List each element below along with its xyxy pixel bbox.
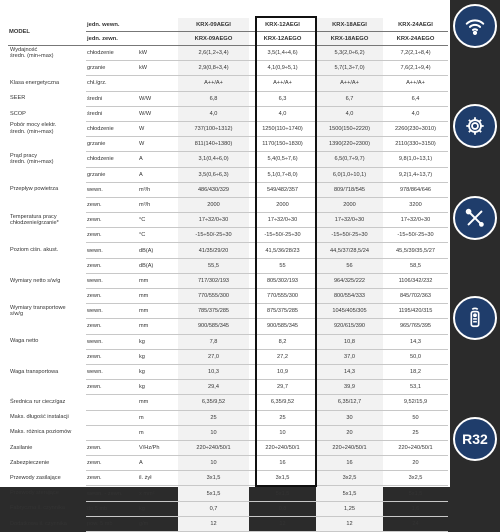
row-label: Przepływ powietrza — [10, 186, 59, 193]
row-unit: m³/h — [138, 197, 178, 212]
remote-button[interactable] — [453, 296, 497, 340]
row-value: 6,5(0,7÷9,7) — [316, 152, 383, 167]
row-value: 50,0 — [383, 349, 448, 364]
row-label — [8, 319, 86, 334]
row-value: 809/718/545 — [316, 182, 383, 197]
row-sublabel: wewn. — [86, 364, 138, 379]
spec-table — [8, 18, 448, 532]
settings-button[interactable] — [453, 104, 497, 148]
tools-button[interactable] — [453, 196, 497, 240]
spec-row — [8, 197, 448, 212]
spec-row — [8, 486, 448, 501]
row-value: 9,52/15,9 — [383, 395, 448, 410]
row-value: 27,2 — [249, 349, 316, 364]
row-unit: kg — [138, 334, 178, 349]
row-sublabel — [86, 425, 138, 440]
row-value: 24 — [383, 516, 448, 531]
row-unit: V/Hz/Ph — [138, 440, 178, 455]
row-value: 920/615/390 — [316, 319, 383, 334]
row-label: Przewody zasilające — [10, 475, 61, 482]
row-value: 6,3 — [249, 91, 316, 106]
indoor-model: KRX-09AEGI — [178, 18, 249, 32]
outdoor-model: KRX-12AEGO — [249, 32, 316, 46]
row-unit: kW — [138, 61, 178, 76]
spec-row — [8, 137, 448, 152]
spec-row — [8, 228, 448, 243]
row-unit: m — [138, 425, 178, 440]
row-value: -15÷50/-25÷30 — [249, 228, 316, 243]
wifi-button[interactable] — [453, 4, 497, 48]
row-sublabel: zewn. — [86, 197, 138, 212]
row-sublabel: do 5 mb — [86, 501, 138, 516]
spec-row — [8, 410, 448, 425]
spec-row — [8, 152, 448, 167]
gear-icon — [464, 115, 486, 137]
row-sublabel: zewn. — [86, 380, 138, 395]
row-sublabel: średni — [86, 106, 138, 121]
indoor-model: KRX-24AEGI — [383, 18, 448, 32]
row-unit: mm — [138, 273, 178, 288]
row-value: 2110(330÷3150) — [383, 137, 448, 152]
row-value: 7,6(2,1÷9,4) — [383, 61, 448, 76]
spec-row — [8, 440, 448, 455]
row-label — [8, 380, 86, 395]
row-value: 30 — [316, 410, 383, 425]
row-sublabel: chłodzenie — [86, 121, 138, 136]
row-value: 10 — [178, 456, 249, 471]
row-value: 6,35/9,52 — [249, 395, 316, 410]
row-sublabel: wewn. — [86, 273, 138, 288]
row-value: 770/555/300 — [178, 289, 249, 304]
row-value: A++/A+ — [316, 76, 383, 91]
row-sublabel: zewn. — [86, 228, 138, 243]
spec-row — [8, 380, 448, 395]
row-value: 1500(150÷2220) — [316, 121, 383, 136]
outdoor-unit-label: jedn. zewn. — [86, 32, 178, 46]
row-value: 7,8 — [178, 334, 249, 349]
row-value: 45,5/39/35,5/27 — [383, 243, 448, 258]
row-unit: A — [138, 456, 178, 471]
spec-row — [8, 304, 448, 319]
row-sublabel: zewn. — [86, 213, 138, 228]
row-value: 3200 — [383, 197, 448, 212]
row-value: 4,0 — [383, 106, 448, 121]
row-value: 1106/342/232 — [383, 273, 448, 288]
spec-row — [8, 213, 448, 228]
row-value: 770/555/300 — [249, 289, 316, 304]
row-value: 5,7(1,3÷7,0) — [316, 61, 383, 76]
row-unit: kg — [138, 380, 178, 395]
row-value: 55 — [249, 258, 316, 273]
header-row-indoor — [8, 18, 448, 32]
row-unit: kW — [138, 46, 178, 61]
row-value: 875/375/285 — [249, 304, 316, 319]
indoor-model: KRX-18AEGI — [316, 18, 383, 32]
row-value: 3x2,5 — [316, 471, 383, 486]
row-value: 3,1(0,4÷6,0) — [178, 152, 249, 167]
row-value: 5x1,5 — [249, 486, 316, 501]
row-value: 1170(150÷1830) — [249, 137, 316, 152]
row-label: Maks. różnica poziomów — [10, 429, 72, 436]
row-label — [8, 137, 86, 152]
row-sublabel: wewn. - zewn. — [86, 486, 138, 501]
row-value: 220÷240/50/1 — [383, 440, 448, 455]
row-value: 5,1(0,7÷8,0) — [249, 167, 316, 182]
row-label: Klasa energetyczna — [10, 80, 60, 87]
row-value: 17÷32/0÷30 — [316, 213, 383, 228]
row-value: 7,2(2,1÷8,4) — [383, 46, 448, 61]
model-label: MODEL — [8, 18, 86, 46]
row-value: 9,2(1,4÷13,7) — [383, 167, 448, 182]
spec-row — [8, 243, 448, 258]
row-unit: kg — [138, 349, 178, 364]
row-sublabel: pow. 5 mb — [86, 516, 138, 531]
row-label: SCOP — [10, 110, 26, 117]
row-unit: mm — [138, 395, 178, 410]
row-label: Dodatkowa il. czynnika — [10, 520, 67, 527]
row-value: 3,5(1,4÷4,6) — [249, 46, 316, 61]
row-value: 5x1,5 — [178, 486, 249, 501]
row-sublabel: zewn. — [86, 258, 138, 273]
spec-row — [8, 106, 448, 121]
row-label — [8, 197, 86, 212]
row-value: 0,8 — [249, 501, 316, 516]
row-value: 6,0(1,0÷10,1) — [316, 167, 383, 182]
spec-row — [8, 273, 448, 288]
row-label: Pobór mocy elektr. średn. (min÷max) — [10, 122, 57, 136]
row-value: 3,5(0,6÷6,3) — [178, 167, 249, 182]
row-label: Przewody sterujące — [10, 490, 59, 497]
spec-row — [8, 91, 448, 106]
indoor-model: KRX-12AEGI — [249, 18, 316, 32]
row-value: -15÷50/-25÷30 — [316, 228, 383, 243]
row-value: 964/325/222 — [316, 273, 383, 288]
row-value: 10 — [249, 425, 316, 440]
spec-row — [8, 121, 448, 136]
row-value: 58,5 — [383, 258, 448, 273]
row-unit: dB(A) — [138, 258, 178, 273]
row-value: 486/430/329 — [178, 182, 249, 197]
row-value: 16 — [316, 456, 383, 471]
spec-row — [8, 182, 448, 197]
row-value: 41/35/29/20 — [178, 243, 249, 258]
spec-row — [8, 364, 448, 379]
row-label — [8, 228, 86, 243]
row-unit: °C — [138, 228, 178, 243]
spec-row — [8, 289, 448, 304]
row-unit: A — [138, 152, 178, 167]
row-value: 900/585/345 — [178, 319, 249, 334]
row-label: Fabryczna il. czynnika — [10, 505, 66, 512]
row-unit: W/W — [138, 91, 178, 106]
row-value: 41,5/36/28/23 — [249, 243, 316, 258]
row-label: Temperatura pracy chłodzenie/grzanie* — [10, 213, 59, 227]
row-unit: g/m — [138, 516, 178, 531]
row-value: 25 — [178, 410, 249, 425]
spec-row — [8, 425, 448, 440]
spec-row — [8, 319, 448, 334]
row-value: 1390(220÷2300) — [316, 137, 383, 152]
row-value: 10 — [178, 425, 249, 440]
row-value: 717/302/193 — [178, 273, 249, 288]
row-value: 1045/405/305 — [316, 304, 383, 319]
row-value: 17÷32/0÷30 — [178, 213, 249, 228]
spec-row — [8, 167, 448, 182]
row-unit: mm — [138, 319, 178, 334]
row-value: 965/765/395 — [383, 319, 448, 334]
row-unit: m³/h — [138, 182, 178, 197]
row-unit: il. żył — [138, 471, 178, 486]
row-value: 8,2 — [249, 334, 316, 349]
row-value: 14,3 — [316, 364, 383, 379]
row-unit: kg — [138, 364, 178, 379]
row-value: 737(100÷1312) — [178, 121, 249, 136]
row-label: Wymiary netto s/w/g — [10, 277, 61, 284]
row-value: 2260(230÷3010) — [383, 121, 448, 136]
r32-label: R32 — [462, 431, 488, 447]
row-label — [8, 258, 86, 273]
row-value: 1195/420/315 — [383, 304, 448, 319]
row-value: -15÷50/-25÷30 — [383, 228, 448, 243]
row-label: Waga transportowa — [10, 368, 59, 375]
spec-table-body — [8, 18, 448, 532]
row-value: 1,25 — [316, 501, 383, 516]
row-value: 18,2 — [383, 364, 448, 379]
row-value: 37,0 — [316, 349, 383, 364]
row-value: A++/A+ — [383, 76, 448, 91]
spec-row — [8, 471, 448, 486]
row-sublabel: grzanie — [86, 61, 138, 76]
spec-row — [8, 61, 448, 76]
r32-badge[interactable] — [453, 417, 497, 461]
row-value: 0,7 — [178, 501, 249, 516]
row-value: 845/702/363 — [383, 289, 448, 304]
row-value: 20 — [383, 456, 448, 471]
spec-row — [8, 501, 448, 516]
row-label — [8, 61, 86, 76]
row-value: 10,9 — [249, 364, 316, 379]
row-sublabel — [86, 410, 138, 425]
row-value: 2,9(0,8÷3,4) — [178, 61, 249, 76]
outdoor-model: KRX-18AEGO — [316, 32, 383, 46]
outdoor-model: KRX-09AEGO — [178, 32, 249, 46]
row-value: 5x1,5 — [383, 486, 448, 501]
row-unit: mm — [138, 304, 178, 319]
row-sublabel: chłodzenie — [86, 46, 138, 61]
spec-row — [8, 334, 448, 349]
row-value: 785/375/285 — [178, 304, 249, 319]
spec-row — [8, 46, 448, 61]
remote-icon — [464, 307, 486, 329]
row-value: 805/302/193 — [249, 273, 316, 288]
row-value: 12 — [249, 516, 316, 531]
row-value: 29,7 — [249, 380, 316, 395]
row-value: 2,6(1,2÷3,4) — [178, 46, 249, 61]
row-sublabel: zewn. — [86, 289, 138, 304]
row-value: 25 — [383, 425, 448, 440]
spec-row — [8, 516, 448, 531]
row-sublabel: zewn. — [86, 456, 138, 471]
row-value: 1250(110÷1740) — [249, 121, 316, 136]
row-sublabel: wewn. — [86, 182, 138, 197]
row-value: 220÷240/50/1 — [178, 440, 249, 455]
tools-icon — [464, 207, 486, 229]
row-label: Prąd pracy średn. (min÷max) — [10, 152, 54, 166]
row-value: 800/554/333 — [316, 289, 383, 304]
row-unit: W/W — [138, 106, 178, 121]
row-unit: m — [138, 410, 178, 425]
row-label: Zasilanie — [10, 444, 33, 451]
row-value: 50 — [383, 410, 448, 425]
row-value: 2000 — [178, 197, 249, 212]
row-value: 12 — [178, 516, 249, 531]
row-sublabel: zewn. — [86, 349, 138, 364]
row-value: 900/585/345 — [249, 319, 316, 334]
row-value: 14,3 — [383, 334, 448, 349]
row-value: 978/864/646 — [383, 182, 448, 197]
row-sublabel: grzanie — [86, 167, 138, 182]
row-value: 55,5 — [178, 258, 249, 273]
row-sublabel: zewn. — [86, 319, 138, 334]
spec-row — [8, 76, 448, 91]
spec-row — [8, 395, 448, 410]
row-label: Wydajność średn. (min÷max) — [10, 46, 54, 60]
row-sublabel: grzanie — [86, 137, 138, 152]
spec-row — [8, 349, 448, 364]
row-sublabel: średni — [86, 91, 138, 106]
row-sublabel: chłodzenie — [86, 152, 138, 167]
row-value: 4,1(0,9÷5,1) — [249, 61, 316, 76]
row-unit: x mm² — [138, 486, 178, 501]
row-value: 17÷32/0÷30 — [383, 213, 448, 228]
row-value: 4,0 — [249, 106, 316, 121]
row-value: 44,5/37/28,5/24 — [316, 243, 383, 258]
row-unit: kg — [138, 501, 178, 516]
row-value: 10,3 — [178, 364, 249, 379]
row-value: 27,0 — [178, 349, 249, 364]
wifi-icon — [464, 15, 486, 37]
row-label: Poziom ciśn. akust. — [10, 247, 59, 254]
row-unit: dB(A) — [138, 243, 178, 258]
row-value: 17÷32/0÷30 — [249, 213, 316, 228]
row-value: 2000 — [316, 197, 383, 212]
row-unit: °C — [138, 213, 178, 228]
row-sublabel — [86, 395, 138, 410]
row-value: 6,35/12,7 — [316, 395, 383, 410]
row-sublabel: wewn. — [86, 334, 138, 349]
row-value: 3x1,5 — [249, 471, 316, 486]
row-value: 29,4 — [178, 380, 249, 395]
row-value: 10,8 — [316, 334, 383, 349]
row-sublabel: zewn. — [86, 471, 138, 486]
outdoor-model: KRX-24AEGO — [383, 32, 448, 46]
row-unit: W — [138, 121, 178, 136]
row-value: 6,35/9,52 — [178, 395, 249, 410]
row-value: 5,3(2,0÷6,2) — [316, 46, 383, 61]
row-value: 220÷240/50/1 — [249, 440, 316, 455]
row-sublabel: wewn. — [86, 304, 138, 319]
row-label — [8, 349, 86, 364]
row-value: 3x1,5 — [178, 471, 249, 486]
row-label: Wymiary transportowe s/w/g — [10, 304, 66, 318]
row-label: Waga netto — [10, 338, 39, 345]
indoor-unit-label: jedn. wewn. — [86, 18, 178, 32]
row-value: 549/482/357 — [249, 182, 316, 197]
row-value: 6,4 — [383, 91, 448, 106]
row-label: SEER — [10, 95, 26, 102]
row-value: 4,0 — [178, 106, 249, 121]
row-value: 5,4(0,5÷7,6) — [249, 152, 316, 167]
row-unit — [138, 76, 178, 91]
row-value: 220÷240/50/1 — [316, 440, 383, 455]
row-label: Maks. długość instalacji — [10, 414, 69, 421]
row-sublabel: chł./grz. — [86, 76, 138, 91]
row-label: Średnica rur ciecz/gaz — [10, 399, 66, 406]
row-value: 4,0 — [316, 106, 383, 121]
row-value: A++/A+ — [249, 76, 316, 91]
row-value: 39,9 — [316, 380, 383, 395]
row-value: 16 — [249, 456, 316, 471]
row-value: 12 — [316, 516, 383, 531]
row-value: 3x2,5 — [383, 471, 448, 486]
row-label: Zabezpieczenie — [10, 459, 50, 466]
row-value: 1,6 — [383, 501, 448, 516]
row-unit: A — [138, 167, 178, 182]
spec-row — [8, 258, 448, 273]
row-unit: W — [138, 137, 178, 152]
row-value: 811(140÷1380) — [178, 137, 249, 152]
row-value: 9,8(1,0÷13,1) — [383, 152, 448, 167]
row-value: 6,7 — [316, 91, 383, 106]
row-sublabel: wewn. — [86, 243, 138, 258]
row-value: 6,8 — [178, 91, 249, 106]
row-unit: mm — [138, 289, 178, 304]
row-label — [8, 289, 86, 304]
row-sublabel: zewn. — [86, 440, 138, 455]
row-value: 2000 — [249, 197, 316, 212]
row-value: 5x1,5 — [316, 486, 383, 501]
row-value: 53,1 — [383, 380, 448, 395]
row-value: 25 — [249, 410, 316, 425]
spec-row — [8, 456, 448, 471]
row-value: 56 — [316, 258, 383, 273]
row-value: A++/A+ — [178, 76, 249, 91]
row-value: -15÷50/-25÷30 — [178, 228, 249, 243]
row-value: 20 — [316, 425, 383, 440]
row-label — [8, 167, 86, 182]
